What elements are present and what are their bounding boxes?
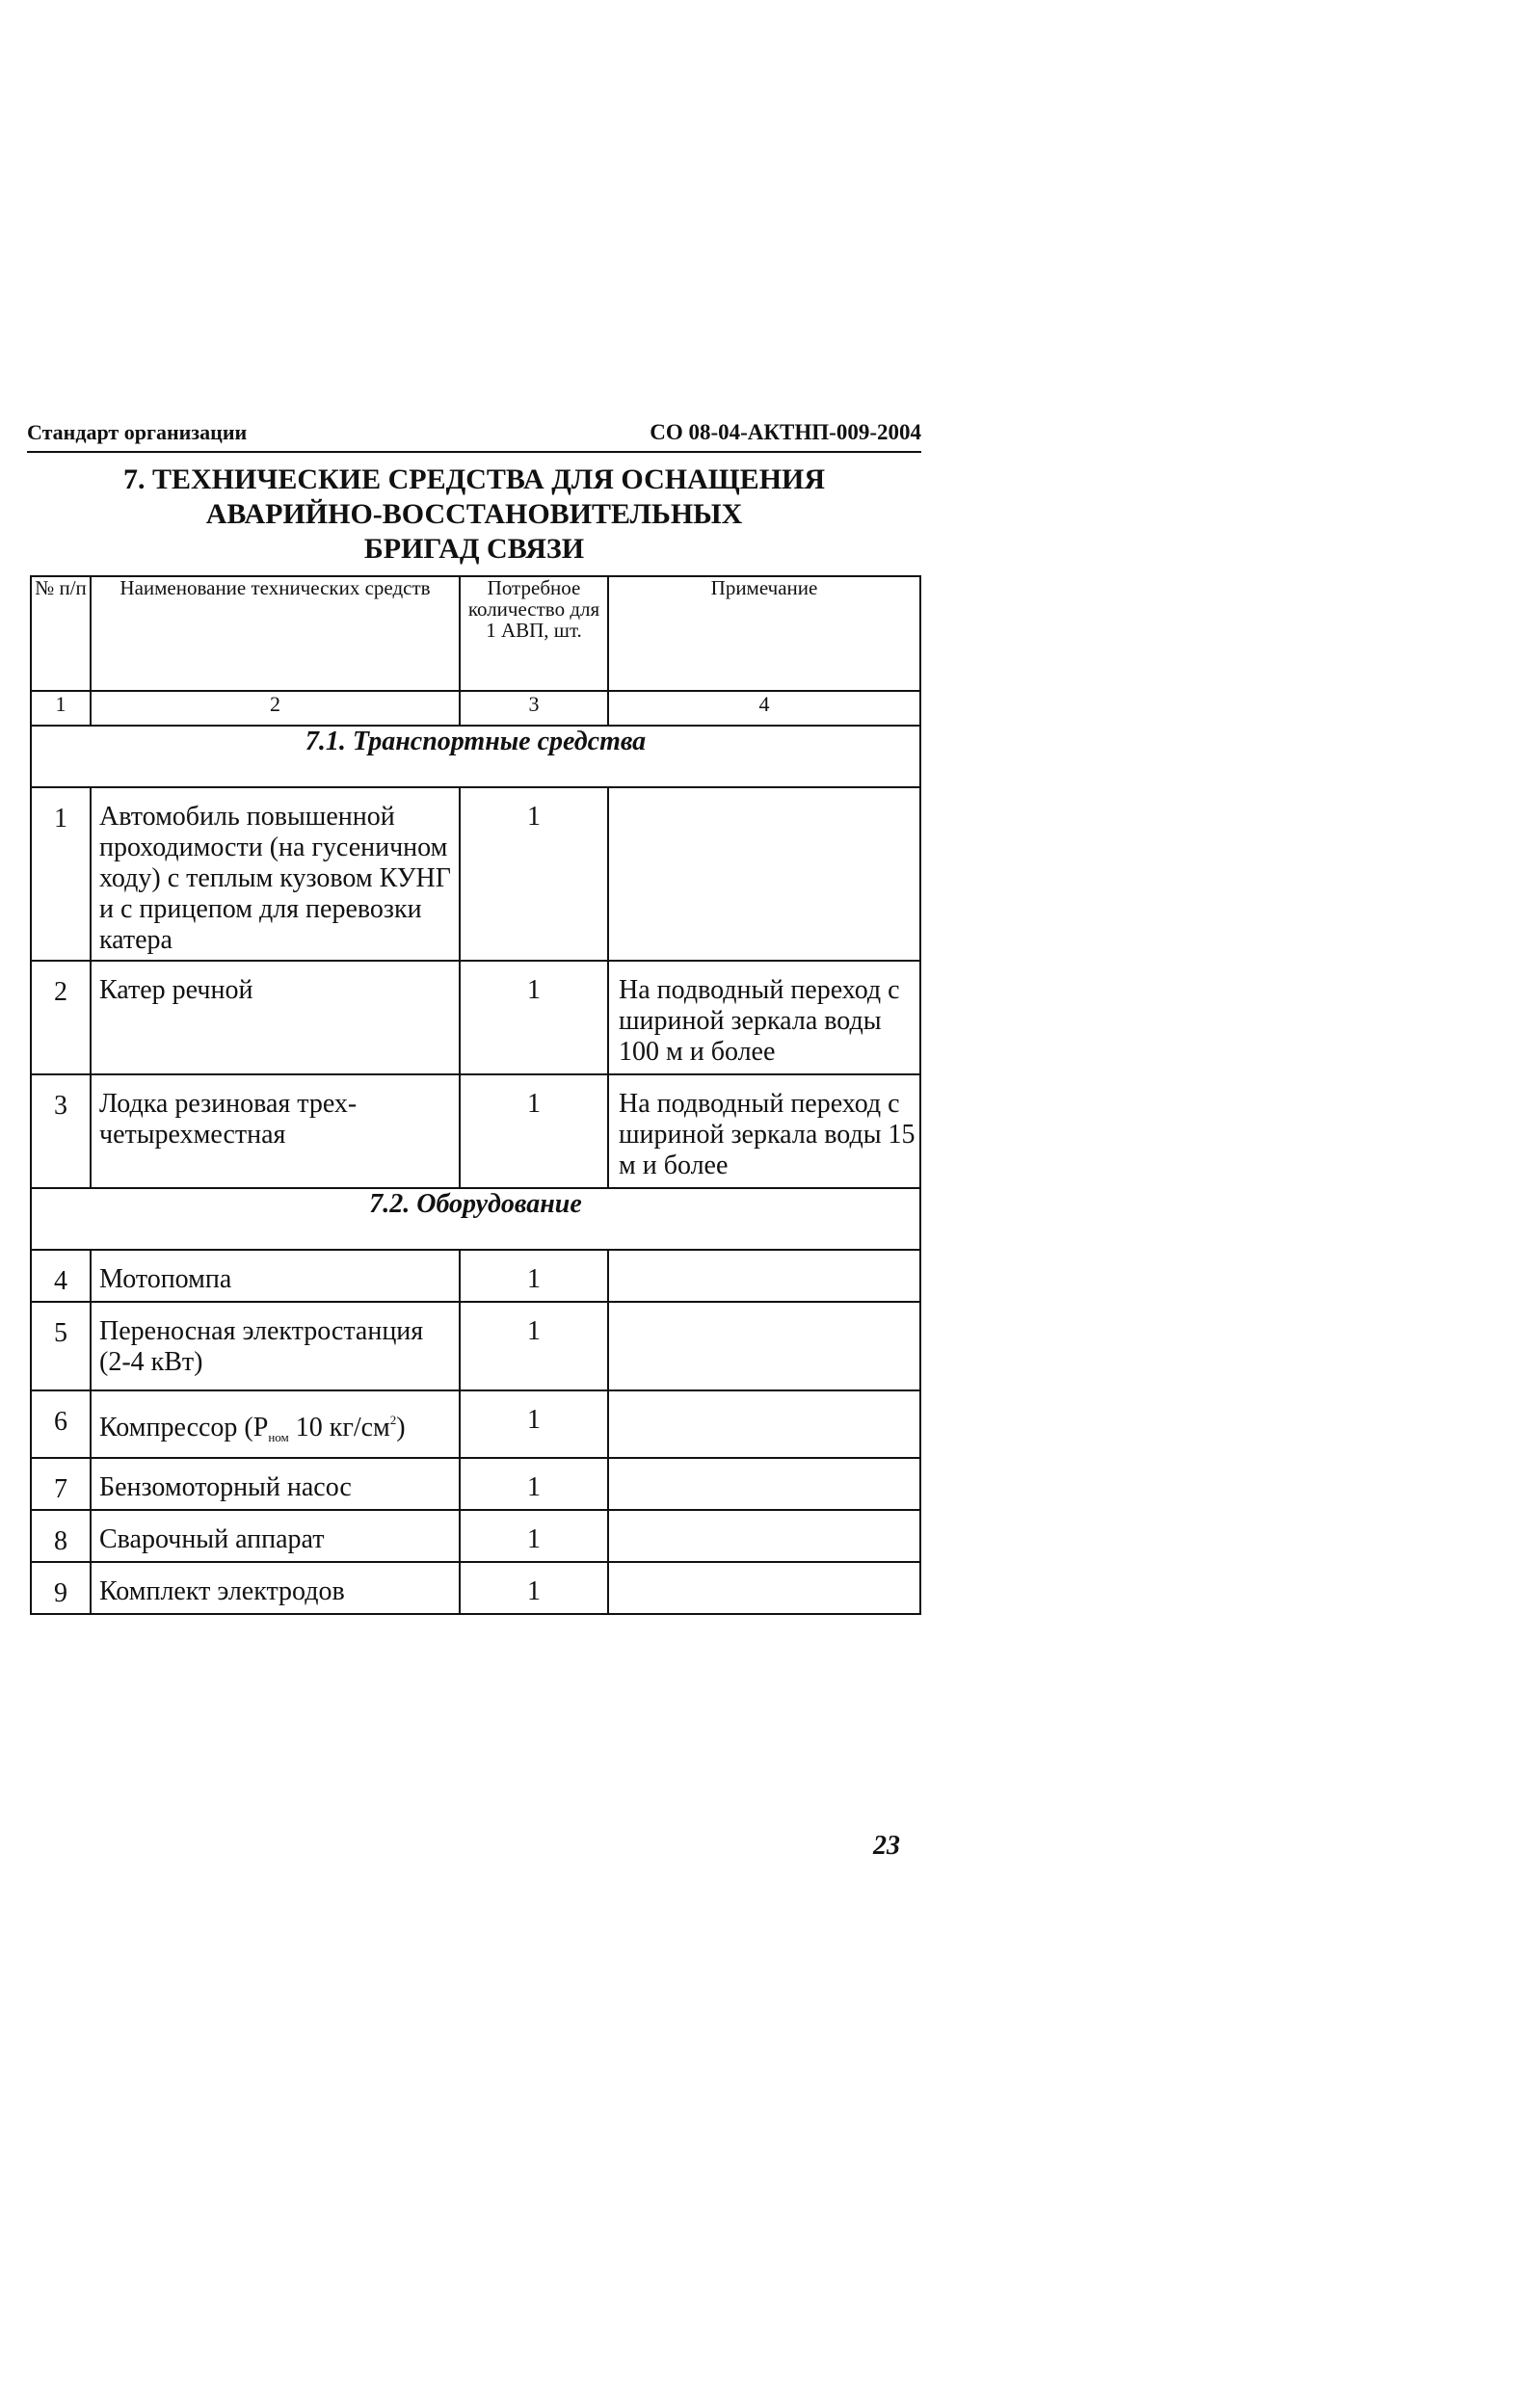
row-qty: 1 <box>460 1458 608 1510</box>
column-number: 4 <box>608 691 920 726</box>
row-note: На подводный переход с шириной зеркала воды 15 м и более <box>608 1074 920 1188</box>
table-row <box>31 961 920 1074</box>
table-row <box>31 1390 920 1458</box>
row-name: Сварочный аппарат <box>91 1510 460 1562</box>
header-name: Наименование технических средств <box>91 576 460 691</box>
column-number: 1 <box>31 691 91 726</box>
section-title-line-1: 7. ТЕХНИЧЕСКИЕ СРЕДСТВА ДЛЯ ОСНАЩЕНИЯ <box>122 463 826 495</box>
table-row <box>31 1250 920 1302</box>
row-qty: 1 <box>460 1390 608 1458</box>
row-qty: 1 <box>460 1562 608 1614</box>
table-row <box>31 787 920 961</box>
header-num: № п/п <box>31 576 91 691</box>
table-row <box>31 1458 920 1510</box>
compressor-name-suffix: ) <box>396 1413 406 1442</box>
row-qty: 1 <box>460 1302 608 1390</box>
section-title-line-3: БРИГАД СВЯЗИ <box>363 533 585 565</box>
table-row <box>31 1074 920 1188</box>
row-name: Бензомоторный насос <box>91 1458 460 1510</box>
row-num: 4 <box>31 1250 91 1302</box>
table-row <box>31 1510 920 1562</box>
nominal-subscript: ном <box>268 1430 289 1444</box>
page-number: 23 <box>873 1831 900 1861</box>
section-title-line-2: АВАРИЙНО-ВОССТАНОВИТЕЛЬНЫХ <box>205 498 743 530</box>
row-name: Комплект электродов <box>91 1562 460 1614</box>
compressor-name-prefix: Компрессор (Р <box>99 1413 269 1442</box>
compressor-pressure: 10 кг/см <box>288 1413 390 1442</box>
section-title <box>27 463 921 567</box>
row-num: 6 <box>31 1390 91 1458</box>
row-name: Мотопомпа <box>91 1250 460 1302</box>
row-note <box>608 1458 920 1510</box>
column-number-row <box>31 691 920 726</box>
column-number: 2 <box>91 691 460 726</box>
header-qty: Потребное количество для 1 АВП, шт. <box>460 576 608 691</box>
row-note <box>608 1302 920 1390</box>
row-name: Автомобиль повышенной проходимости (на гусеничном ходу) с теплым кузовом КУНГ и с прицепом для перевозки катера <box>91 787 460 961</box>
row-qty: 1 <box>460 1074 608 1188</box>
squared-superscript: 2 <box>389 1413 397 1427</box>
row-num: 8 <box>31 1510 91 1562</box>
row-qty: 1 <box>460 961 608 1074</box>
row-note <box>608 1510 920 1562</box>
group-row-transport <box>31 726 920 787</box>
row-note <box>608 1562 920 1614</box>
row-num: 2 <box>31 961 91 1074</box>
running-header <box>27 416 921 453</box>
row-name: Переносная электростанция (2-4 кВт) <box>91 1302 460 1390</box>
row-note <box>608 1250 920 1302</box>
table-row <box>31 1562 920 1614</box>
group-row-equipment <box>31 1188 920 1250</box>
row-name <box>91 1390 460 1458</box>
row-note: На подводный переход с шириной зеркала воды 100 м и более <box>608 961 920 1074</box>
row-num: 1 <box>31 787 91 961</box>
group-title: 7.1. Транспортные средства <box>31 726 920 787</box>
row-name: Лодка резиновая трех-четырехместная <box>91 1074 460 1188</box>
row-qty: 1 <box>460 787 608 961</box>
row-name: Катер речной <box>91 961 460 1074</box>
row-num: 9 <box>31 1562 91 1614</box>
row-qty: 1 <box>460 1510 608 1562</box>
organization-standard-label: Стандарт организации <box>27 420 248 444</box>
row-note <box>608 787 920 961</box>
row-num: 5 <box>31 1302 91 1390</box>
column-number: 3 <box>460 691 608 726</box>
row-num: 3 <box>31 1074 91 1188</box>
table-row <box>31 1302 920 1390</box>
table-header-row <box>31 576 920 691</box>
row-note <box>608 1390 920 1458</box>
header-note: Примечание <box>608 576 920 691</box>
document-code: СО 08-04-АКТНП-009-2004 <box>650 420 921 444</box>
group-title: 7.2. Оборудование <box>31 1188 920 1250</box>
equipment-table <box>30 575 921 1615</box>
row-qty: 1 <box>460 1250 608 1302</box>
row-num: 7 <box>31 1458 91 1510</box>
